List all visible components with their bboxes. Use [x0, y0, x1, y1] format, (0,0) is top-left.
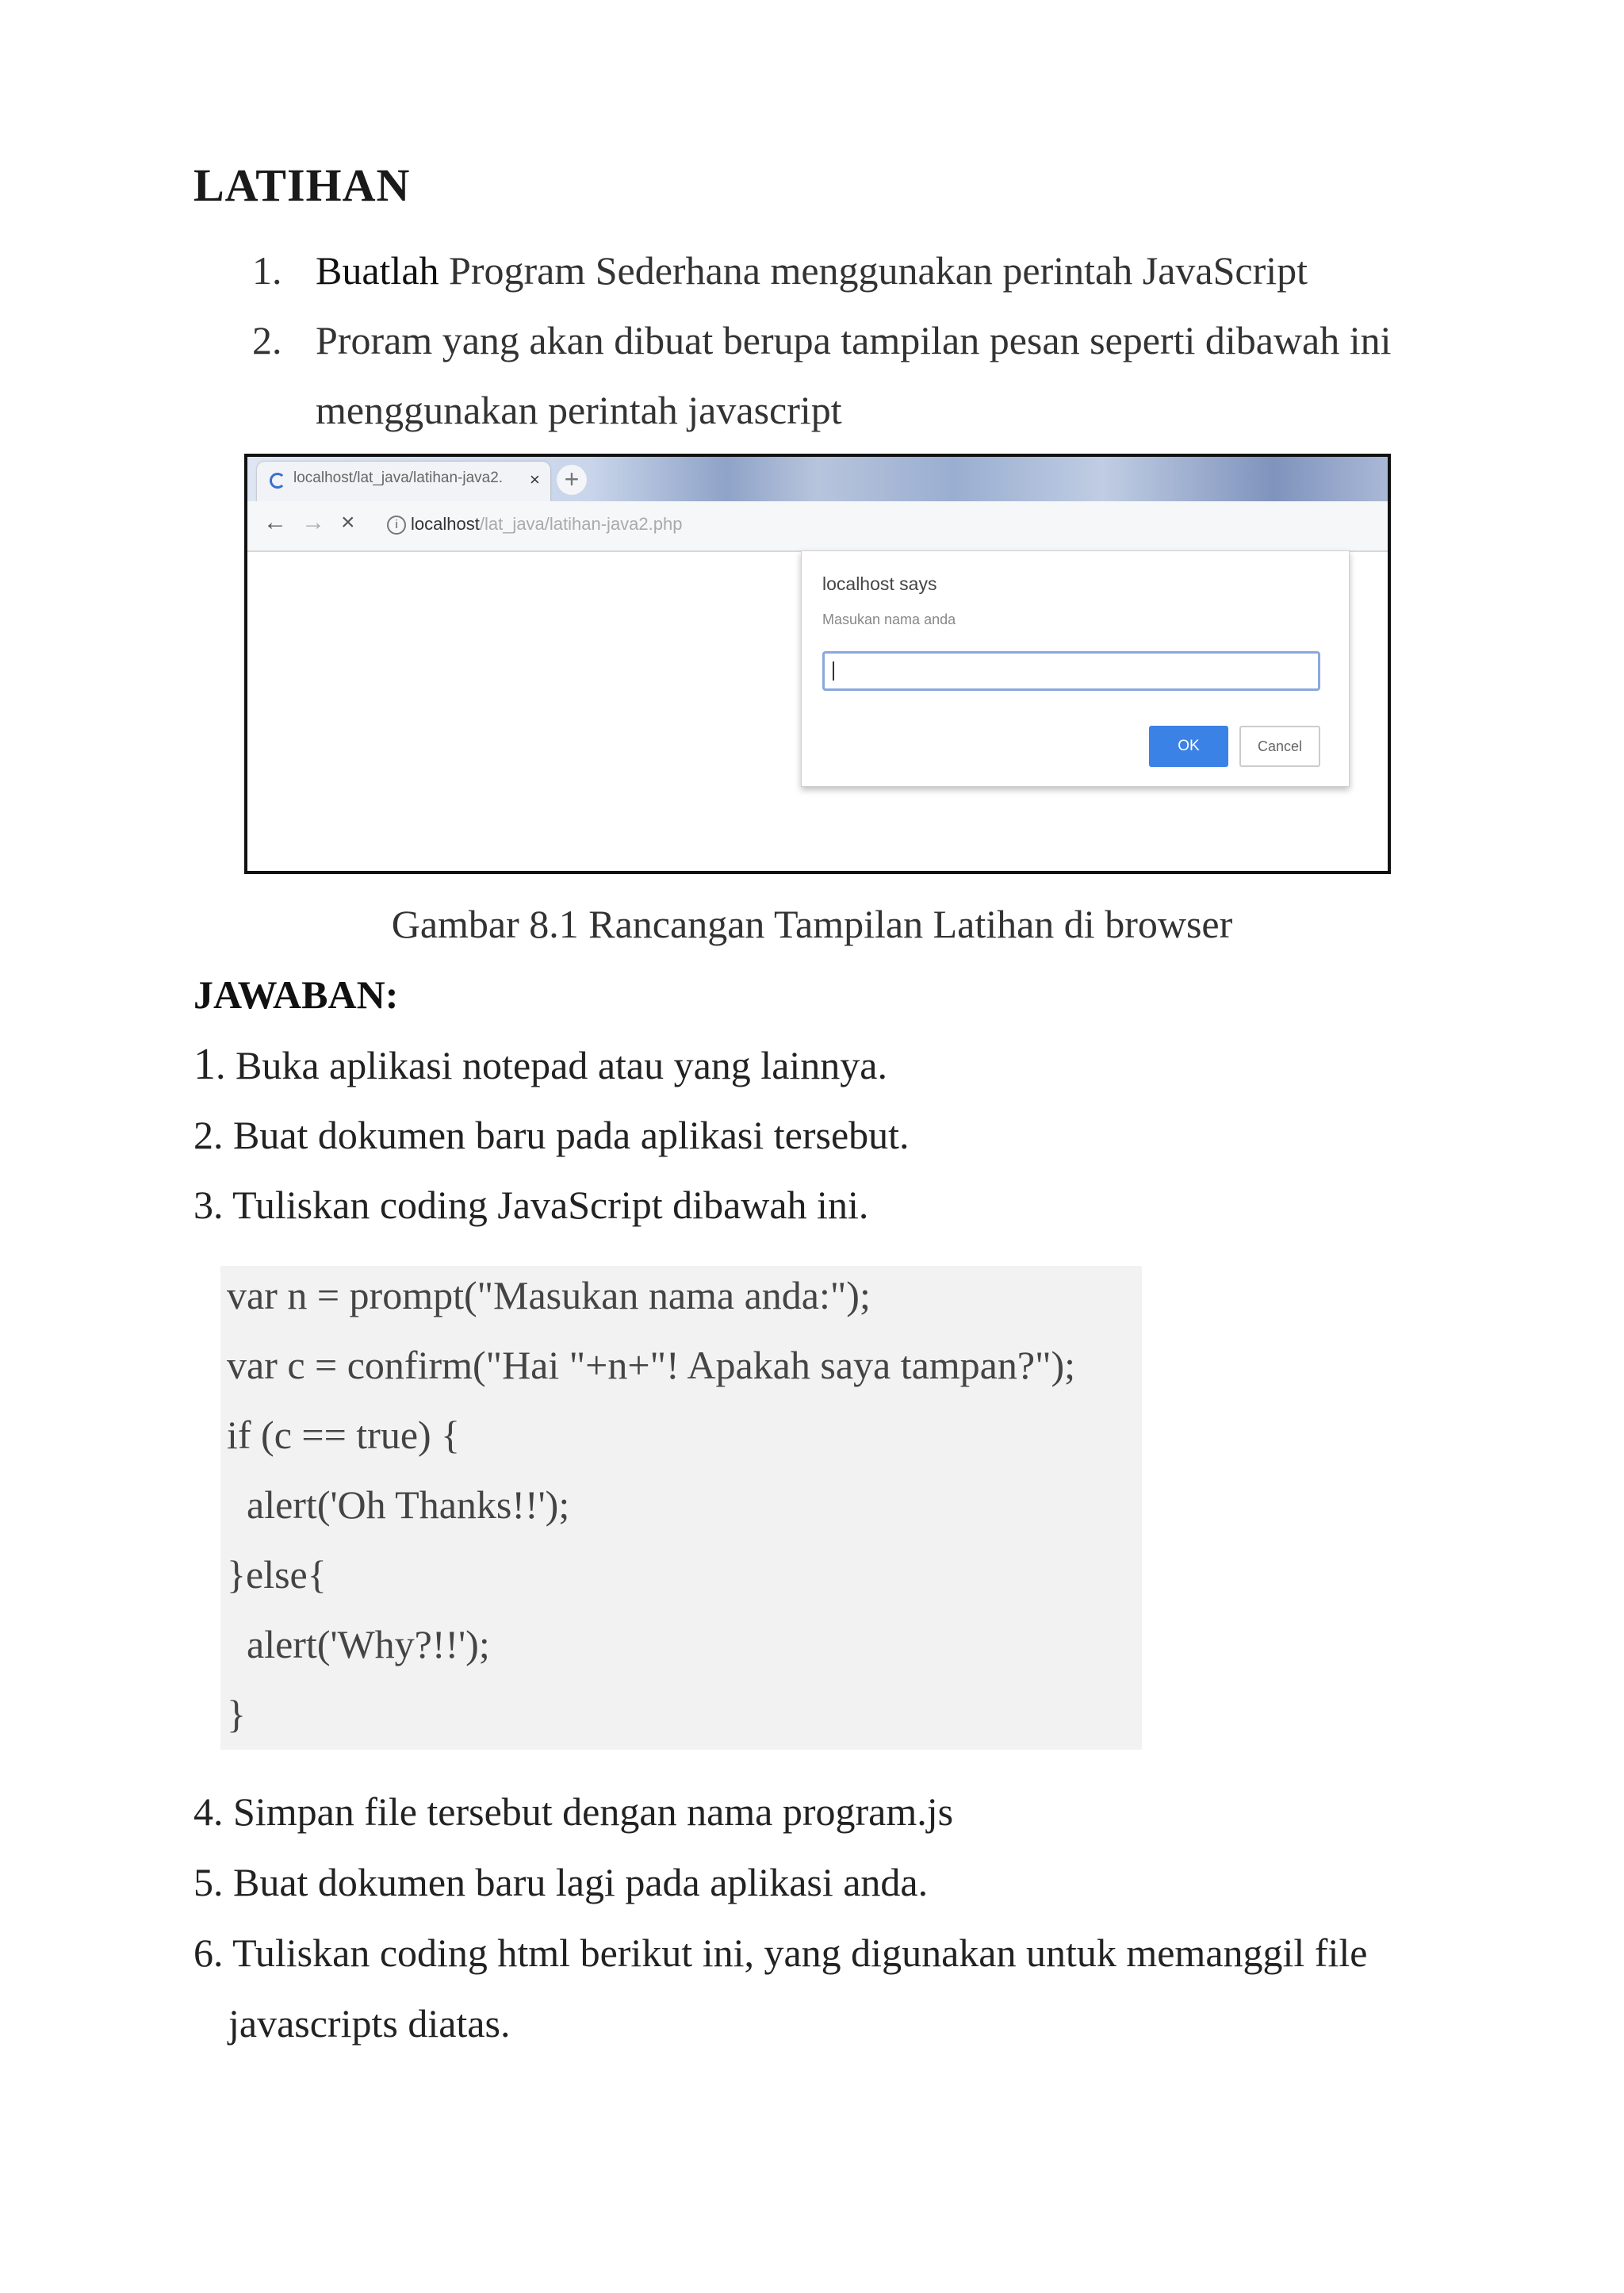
dialog-message: Masukan nama anda: [822, 612, 956, 627]
url-field[interactable]: [411, 514, 682, 535]
task-number: 1.: [252, 248, 282, 293]
step-item: 6. Tuliskan coding html berikut ini, yang digunakan untuk memanggil file: [193, 1931, 1368, 1975]
forward-icon[interactable]: →: [301, 509, 325, 535]
section-heading-jawaban: JAWABAN:: [193, 972, 399, 1017]
code-line: var n = prompt("Masukan nama anda:");: [227, 1273, 871, 1317]
code-line: alert('Why?!!');: [227, 1622, 490, 1666]
step-item: 2. Buat dokumen baru pada aplikasi tersebut.: [193, 1113, 910, 1157]
task-lead-word: Buatlah: [316, 248, 439, 293]
loading-icon: [270, 473, 285, 489]
browser-tab-bar: [247, 457, 1388, 501]
figure-caption: Gambar 8.1 Rancangan Tampilan Latihan di browser: [391, 902, 1233, 946]
step-item-continued: javascripts diatas.: [228, 2001, 511, 2046]
step-item: 5. Buat dokumen baru lagi pada aplikasi anda.: [193, 1860, 929, 1904]
dialog-input[interactable]: [822, 651, 1320, 691]
cancel-button[interactable]: Cancel: [1239, 726, 1320, 767]
prompt-dialog: [801, 550, 1350, 787]
step-item: 3. Tuliskan coding JavaScript dibawah ini.: [193, 1183, 869, 1227]
step-item: 4. Simpan file tersebut dengan nama program.js: [193, 1789, 954, 1834]
tab-close-icon[interactable]: ×: [530, 470, 540, 489]
code-line: }: [227, 1692, 246, 1736]
ok-button[interactable]: OK: [1149, 726, 1228, 767]
tab-title: localhost/lat_java/latihan-java2.: [293, 470, 504, 486]
back-icon[interactable]: ←: [263, 509, 287, 535]
code-line: }else{: [227, 1552, 327, 1597]
browser-screenshot-figure: [244, 454, 1391, 874]
url-host: localhost: [411, 514, 480, 534]
task-text-rest: Program Sederhana menggunakan perintah JavaScript: [439, 248, 1308, 293]
task-text-continued: menggunakan perintah javascript: [316, 388, 842, 432]
step-number: 1: [193, 1040, 216, 1089]
info-icon[interactable]: i: [387, 516, 406, 535]
browser-tab[interactable]: [257, 462, 550, 501]
step-item: [193, 1039, 887, 1090]
task-text: Proram yang akan dibuat berupa tampilan pesan seperti dibawah ini: [316, 318, 1392, 362]
step-text: . Buka aplikasi notepad atau yang lainnya.: [216, 1043, 887, 1087]
task-text: [316, 247, 1308, 293]
new-tab-button[interactable]: +: [557, 465, 587, 495]
address-bar: [247, 501, 1388, 552]
url-path: /lat_java/latihan-java2.php: [479, 514, 683, 534]
dialog-title: localhost says: [822, 573, 937, 594]
code-line: if (c == true) {: [227, 1413, 461, 1457]
code-line: alert('Oh Thanks!!');: [227, 1482, 570, 1527]
stop-icon[interactable]: ×: [341, 509, 355, 535]
code-block: [220, 1266, 1142, 1750]
task-number: 2.: [252, 318, 282, 362]
code-line: var c = confirm("Hai "+n+"! Apakah saya tampan?");: [227, 1343, 1076, 1387]
text-caret: [833, 661, 834, 681]
section-heading-latihan: LATIHAN: [193, 159, 411, 211]
